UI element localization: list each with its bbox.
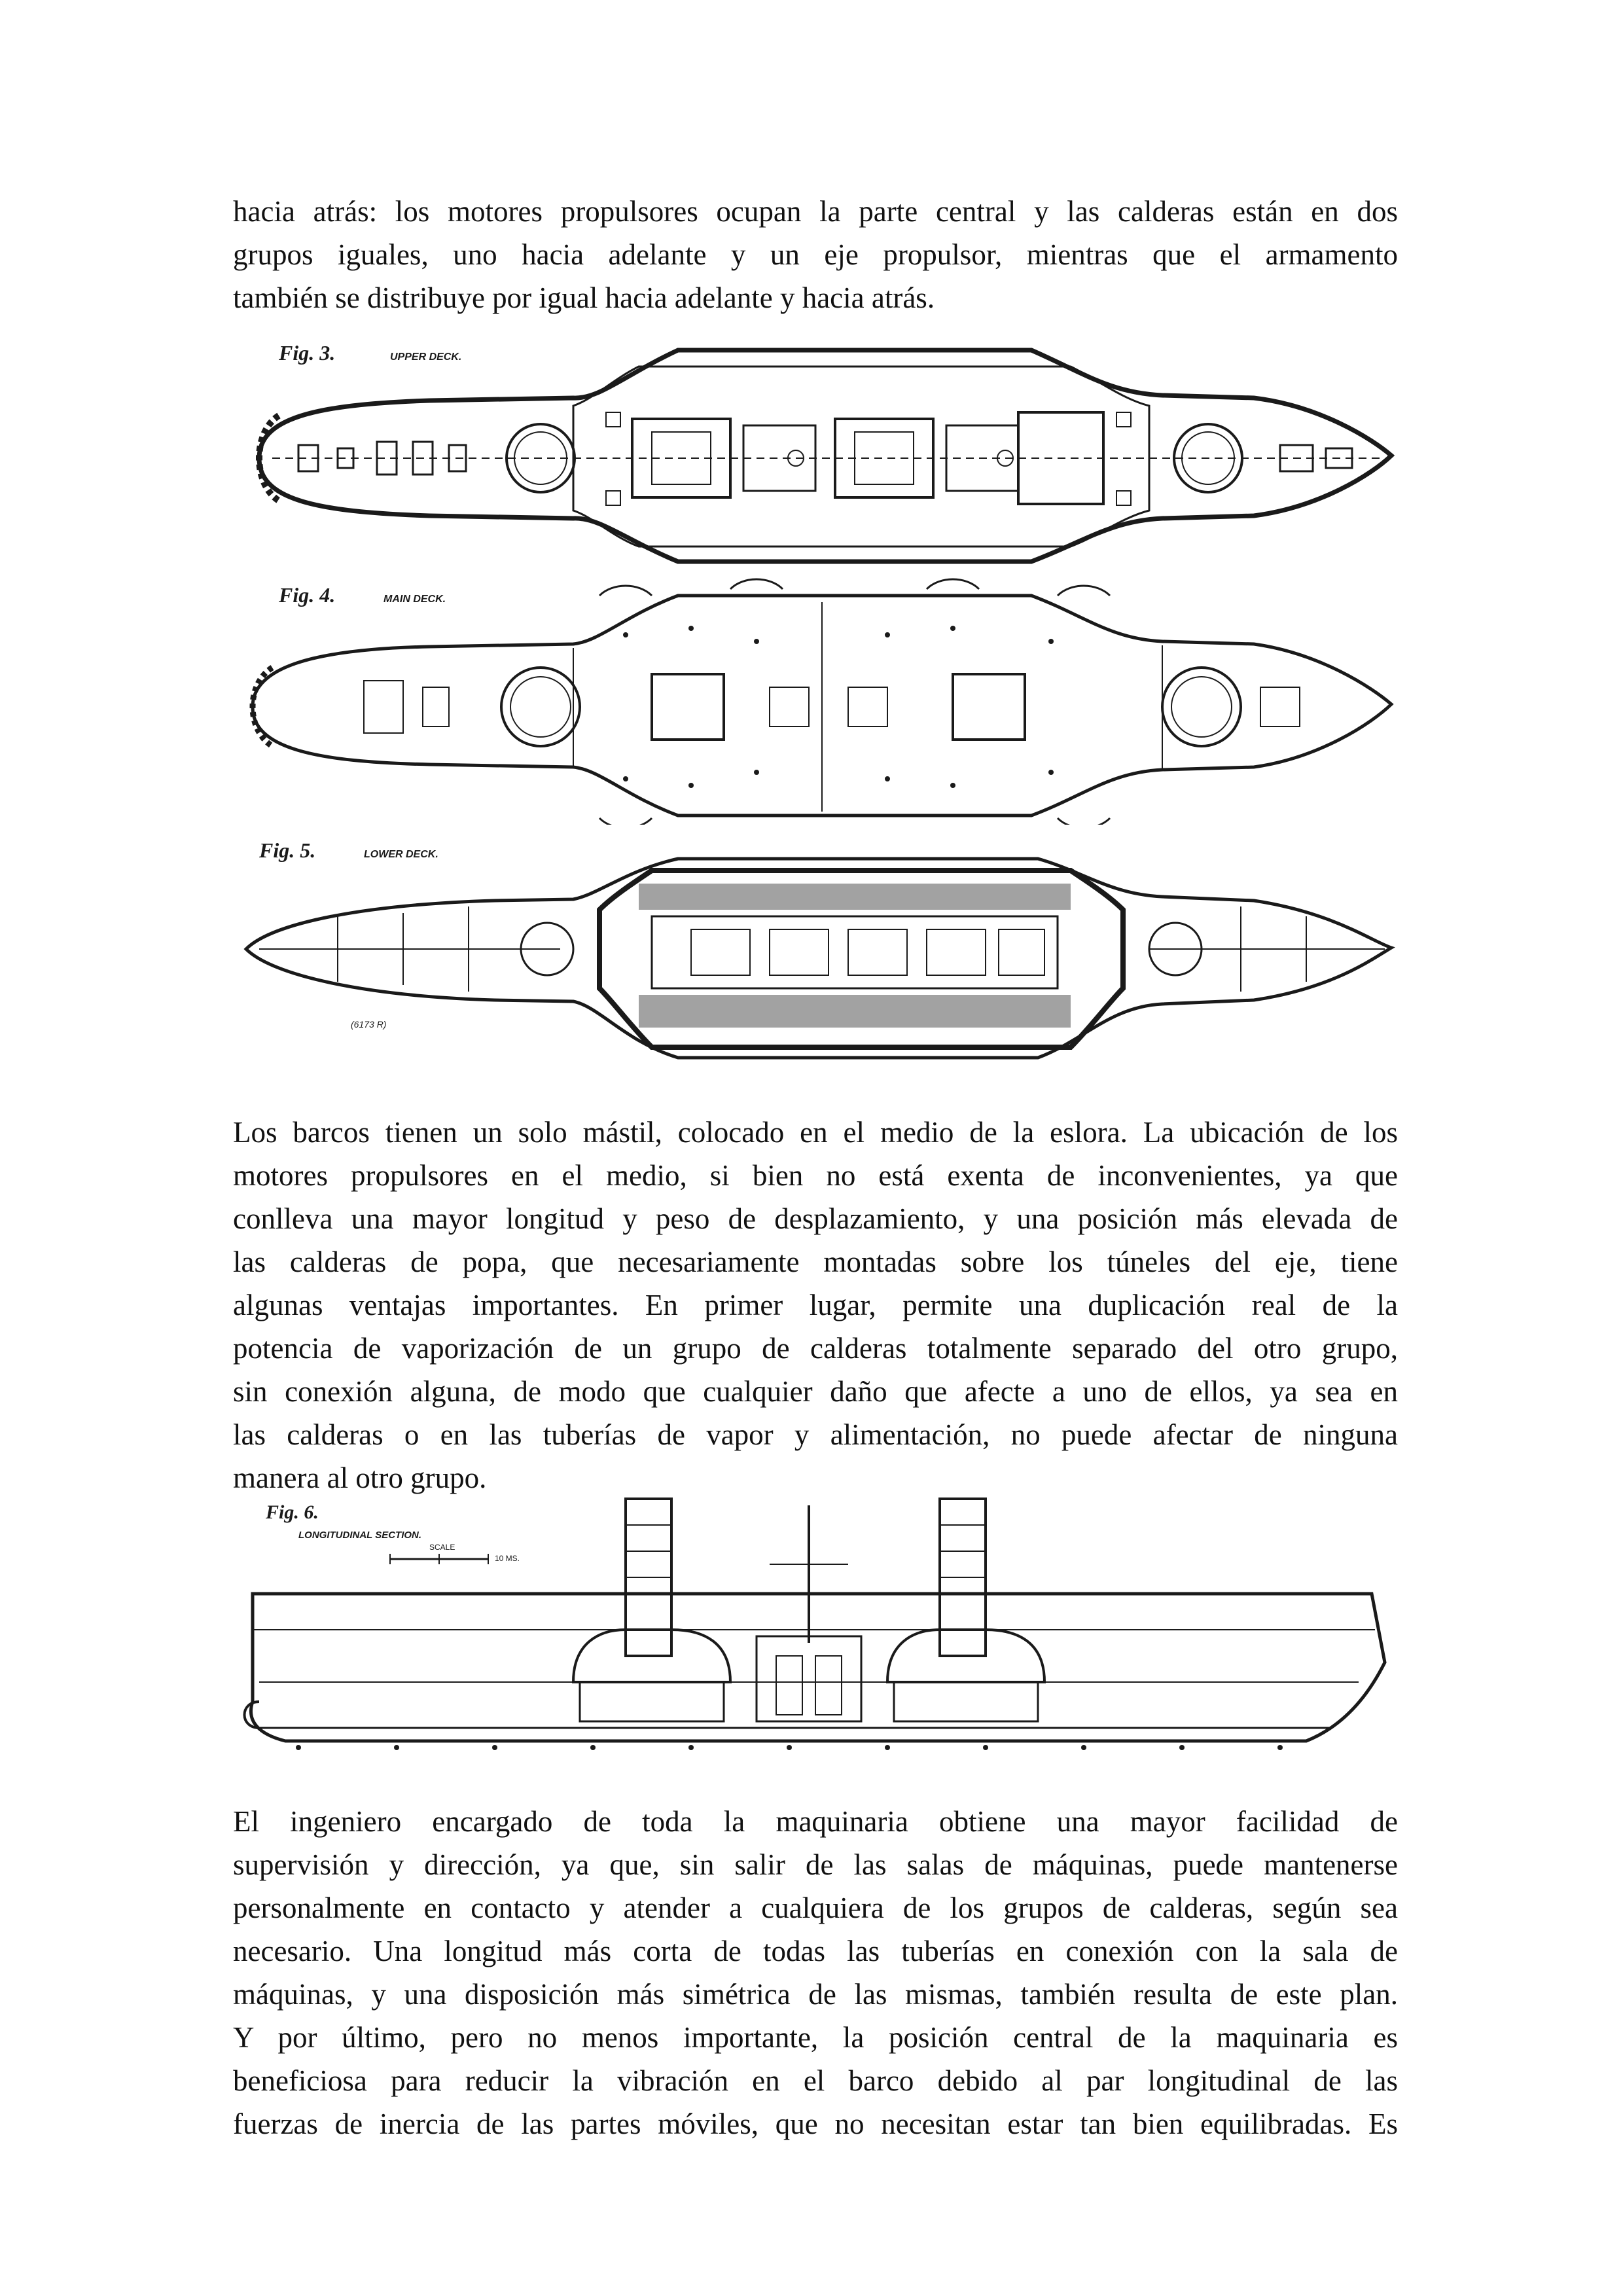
deck-dots [623,626,1054,788]
paragraph-line: motores propulsores en el medio, si bien no está exenta de inconvenientes, ya que [233,1159,1398,1192]
funnel-fore [940,1499,986,1656]
figure-upper-deck [233,327,1398,576]
paragraph-line: potencia de vaporización de un grupo de calderas totalmente separado del otro grupo, [233,1332,1398,1365]
figure-credit: (6173 R) [351,1019,387,1030]
stern-gallery [253,668,272,746]
scale-end-label: 10 MS. [495,1554,520,1563]
paragraph-3 [233,1800,1398,2145]
scale-label: SCALE [429,1543,455,1552]
paragraph-line: algunas ventajas importantes. En primer lugar, permite una duplicación real de la [233,1289,1398,1321]
figure-main-deck [233,576,1398,825]
hull-outline [259,350,1391,562]
paragraph-line: las calderas o en las tuberías de vapor y alimentación, no puede afectar de ninguna [233,1418,1398,1451]
engines [757,1636,861,1721]
hull-section [245,1594,1385,1741]
frame-numbers [296,1745,1283,1750]
figure-title: LONGITUDINAL SECTION. [298,1530,422,1541]
paragraph-line: fuerzas de inercia de las partes móviles, que no necesitan estar tan bien equilibradas. Es [233,2108,1398,2140]
figure-longitudinal-section [233,1486,1398,1761]
paragraph-line: conlleva una mayor longitud y peso de desplazamiento, y una posición más elevada de [233,1202,1398,1235]
figure-label: Fig. 5. [259,838,316,862]
figure-title: LOWER DECK. [364,849,438,860]
mast [770,1505,848,1643]
paragraph-line: personalmente en contacto y atender a cualquiera de los grupos de calderas, según sea [233,1892,1398,1924]
paragraph-line: necesario. Una longitud más corta de todas las tuberías en conexión con la sala de [233,1935,1398,1967]
figure-label: Fig. 4. [279,583,336,607]
scale-bar [390,1554,488,1564]
coal-bunkers [639,884,1071,1028]
paragraph-line: manera al otro grupo. [233,1462,487,1494]
paragraph-line: máquinas, y una disposición más simétrica de las mismas, también resulta de este plan. [233,1978,1398,2011]
figure-label: Fig. 3. [279,341,336,365]
boat-davits [599,579,1110,825]
paragraph-line: supervisión y dirección, ya que, sin salir de las salas de máquinas, puede mantenerse [233,1848,1398,1881]
paragraph-line: El ingeniero encargado de toda la maquinaria obtiene una mayor facilidad de [233,1805,1398,1838]
paragraph-line: sin conexión alguna, de modo que cualquier daño que afecte a uno de ellos, ya sea en [233,1375,1398,1408]
turret-rings [501,668,1241,746]
paragraph-line: Los barcos tienen un solo mástil, colocado en el medio de la eslora. La ubicación de los [233,1116,1398,1149]
boilers [573,1630,1044,1721]
machinery-spaces [652,916,1058,988]
funnel-aft [626,1499,671,1656]
compartments [364,602,1300,812]
figure-title: MAIN DECK. [383,594,446,605]
paragraph-line: las calderas de popa, que necesariamente montadas sobre los túneles del eje, tiene [233,1246,1398,1278]
paragraph-line: beneficiosa para reducir la vibración en el barco debido al par longitudinal de las [233,2064,1398,2097]
paragraph-2 [233,1111,1398,1499]
paragraph-1 [233,190,1398,319]
paragraph-line: grupos iguales, uno hacia adelante y un eje propulsor, mientras que el armamento [233,238,1398,271]
figure-lower-deck [233,831,1398,1080]
figure-title: UPPER DECK. [390,351,462,363]
paragraph-line: hacia atrás: los motores propulsores ocupan la parte central y las calderas están en dos [233,195,1398,228]
figure-label: Fig. 6. [266,1501,319,1523]
paragraph-line: Y por último, pero no menos importante, la posición central de la maquinaria es [233,2021,1398,2054]
paragraph-line: también se distribuye por igual hacia adelante y hacia atrás. [233,281,935,314]
